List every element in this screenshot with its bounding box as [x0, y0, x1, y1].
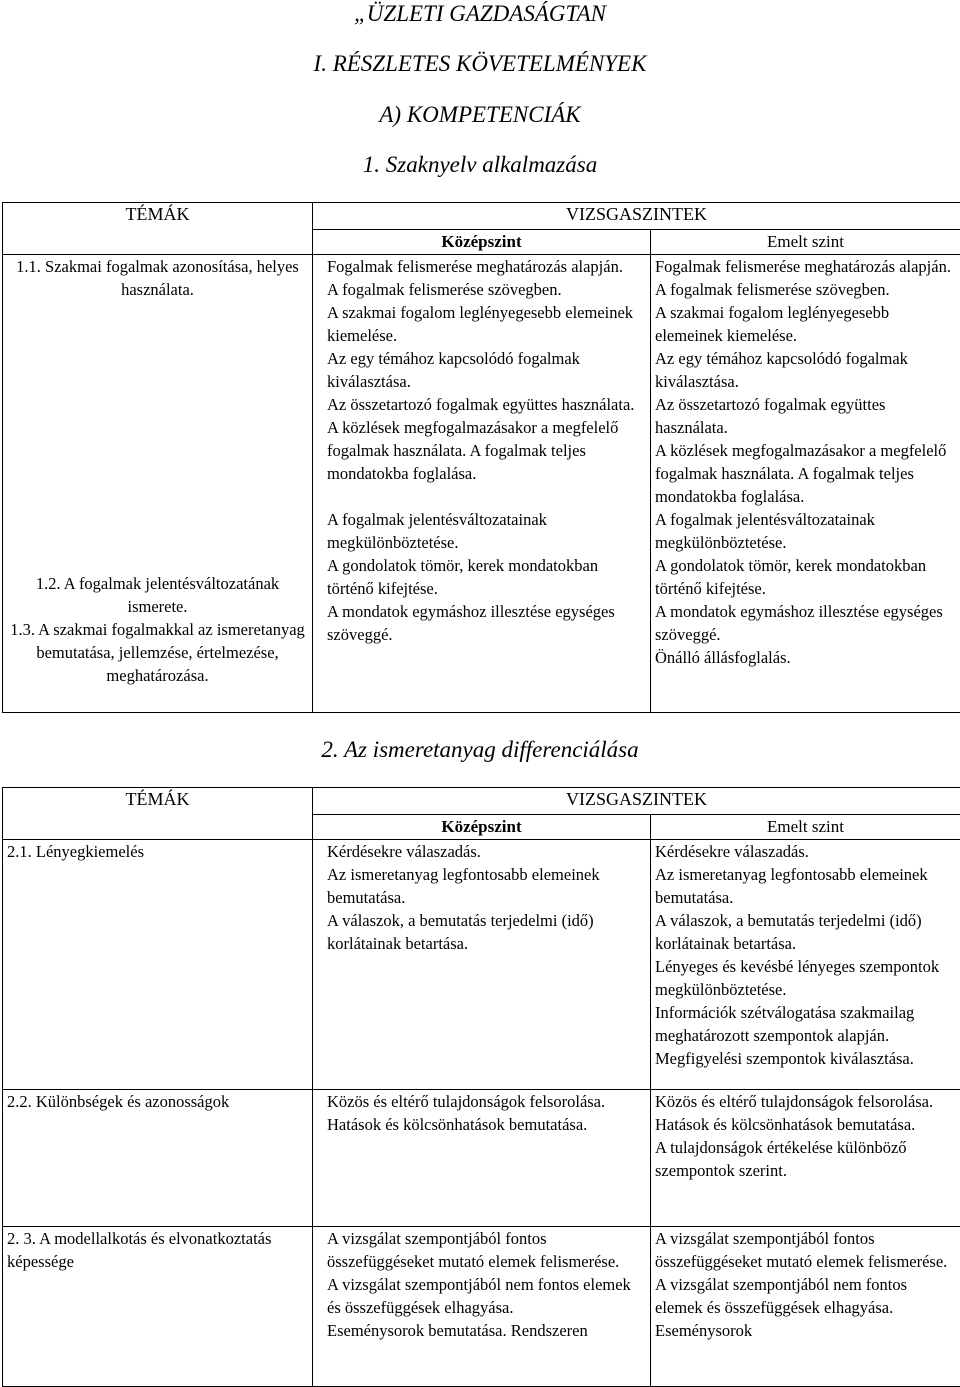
- requirement-text: Közös és eltérő tulajdonságok felsorolása.: [327, 1090, 646, 1113]
- requirement-text: Kérdésekre válaszadás.: [327, 840, 646, 863]
- requirement-text: A vizsgálat szempontjából nem fontos elemek és összefüggések elhagyása.: [327, 1273, 646, 1319]
- mid-level-cell: [313, 1090, 651, 1227]
- subsection-heading-1: 1. Szaknyelv alkalmazása: [0, 153, 960, 176]
- requirement-text: Hatások és kölcsönhatások bemutatása.: [327, 1113, 646, 1136]
- topics-header: TÉMÁK: [3, 203, 313, 255]
- requirement-text: Az ismeretanyag legfontosabb elemeinek bemutatása.: [655, 863, 956, 909]
- requirement-text: A közlések megfogalmazásakor a megfelelő fogalmak használata. A fogalmak teljes mondatokba foglalása.: [655, 439, 956, 508]
- requirement-text: Fogalmak felismerése meghatározás alapján.: [327, 255, 646, 278]
- requirement-text: Fogalmak felismerése meghatározás alapján.: [655, 255, 956, 278]
- topic-text: 2.2. Különbségek és azonosságok: [7, 1090, 308, 1113]
- section-heading: A) KOMPETENCIÁK: [0, 103, 960, 126]
- topic-text: 1.1. Szakmai fogalmak azonosítása, helyes használata.: [7, 255, 308, 301]
- requirement-text: Kérdésekre válaszadás.: [655, 840, 956, 863]
- advanced-level-cell: [651, 840, 960, 1090]
- requirement-text: Az egy témához kapcsolódó fogalmak kiválasztása.: [327, 347, 646, 393]
- requirement-text: A mondatok egymáshoz illesztése egységes szöveggé.: [327, 600, 646, 646]
- topic-text: 2. 3. A modellalkotás és elvonatkoztatás képessége: [7, 1227, 308, 1273]
- requirement-text: A tulajdonságok értékelése különböző szempontok szerint.: [655, 1136, 956, 1182]
- mid-level-header: Középszint: [313, 230, 651, 255]
- requirement-text: Az egy témához kapcsolódó fogalmak kiválasztása.: [655, 347, 956, 393]
- advanced-level-cell: [651, 1227, 960, 1387]
- requirement-text: Az összetartozó fogalmak együttes használata.: [655, 393, 956, 439]
- requirement-text: A válaszok, a bemutatás terjedelmi (idő) korlátainak betartása.: [655, 909, 956, 955]
- requirement-text: A fogalmak felismerése szövegben.: [327, 278, 646, 301]
- requirement-text: Lényeges és kevésbé lényeges szempontok megkülönböztetése.: [655, 955, 956, 1001]
- requirement-text: A vizsgálat szempontjából fontos összefüggéseket mutató elemek felismerése.: [655, 1227, 956, 1273]
- subsection-heading-2: 2. Az ismeretanyag differenciálása: [0, 738, 960, 761]
- requirement-text: A szakmai fogalom leglényegesebb elemeinek kiemelése.: [327, 301, 646, 347]
- topic-text: 1.2. A fogalmak jelentésváltozatának ismerete.: [7, 572, 308, 618]
- requirement-text: Információk szétválogatása szakmailag meghatározott szempontok alapján. Megfigyelési szempontok kiválasztása.: [655, 1001, 956, 1070]
- mid-level-cell: [313, 255, 651, 713]
- advanced-level-cell: [651, 255, 960, 713]
- requirement-text: A válaszok, a bemutatás terjedelmi (idő) korlátainak betartása.: [327, 909, 646, 955]
- topics-header: TÉMÁK: [3, 788, 313, 840]
- requirement-text: Az ismeretanyag legfontosabb elemeinek bemutatása.: [327, 863, 646, 909]
- requirement-text: A vizsgálat szempontjából fontos összefüggéseket mutató elemek felismerése.: [327, 1227, 646, 1273]
- topic-text: 2.1. Lényegkiemelés: [7, 840, 308, 863]
- exam-levels-header: VIZSGASZINTEK: [313, 788, 960, 815]
- mid-level-cell: [313, 840, 651, 1090]
- requirement-text: A mondatok egymáshoz illesztése egységes szöveggé.: [655, 600, 956, 646]
- document-subtitle: I. RÉSZLETES KÖVETELMÉNYEK: [0, 52, 960, 75]
- topic-text: 1.3. A szakmai fogalmakkal az ismeretanyag bemutatása, jellemzése, értelmezése, meghatározása.: [7, 618, 308, 687]
- advanced-level-cell: [651, 1090, 960, 1227]
- requirement-text: A vizsgálat szempontjából nem fontos elemek és összefüggések elhagyása. Eseménysorok: [655, 1273, 956, 1342]
- requirement-text: A fogalmak jelentésváltozatainak megkülönböztetése.: [655, 508, 956, 554]
- topic-cell: [3, 840, 313, 1090]
- requirement-text: A fogalmak felismerése szövegben.: [655, 278, 956, 301]
- mid-level-cell: [313, 1227, 651, 1387]
- requirement-text: A szakmai fogalom leglényegesebb elemeinek kiemelése.: [655, 301, 956, 347]
- requirements-table-1: [2, 202, 960, 713]
- requirement-text: A közlések megfogalmazásakor a megfelelő fogalmak használata. A fogalmak teljes mondatokba foglalása.: [327, 416, 646, 485]
- requirement-text: A gondolatok tömör, kerek mondatokban történő kifejtése.: [327, 554, 646, 600]
- requirement-text: Eseménysorok bemutatása. Rendszeren: [327, 1319, 646, 1342]
- advanced-level-header: Emelt szint: [651, 230, 960, 255]
- topic-cell: [3, 255, 313, 713]
- document-title: „ÜZLETI GAZDASÁGTAN: [0, 2, 960, 25]
- requirement-text: A fogalmak jelentésváltozatainak megkülönböztetése.: [327, 508, 646, 554]
- requirements-table-2: [2, 787, 960, 1387]
- topic-cell: [3, 1090, 313, 1227]
- requirement-text: Közös és eltérő tulajdonságok felsorolása.: [655, 1090, 956, 1113]
- mid-level-header: Középszint: [313, 815, 651, 840]
- requirement-text: A gondolatok tömör, kerek mondatokban történő kifejtése.: [655, 554, 956, 600]
- requirement-text: Az összetartozó fogalmak együttes használata.: [327, 393, 646, 416]
- requirement-text: Önálló állásfoglalás.: [655, 646, 956, 669]
- requirement-text: Hatások és kölcsönhatások bemutatása.: [655, 1113, 956, 1136]
- advanced-level-header: Emelt szint: [651, 815, 960, 840]
- topic-cell: [3, 1227, 313, 1387]
- exam-levels-header: VIZSGASZINTEK: [313, 203, 960, 230]
